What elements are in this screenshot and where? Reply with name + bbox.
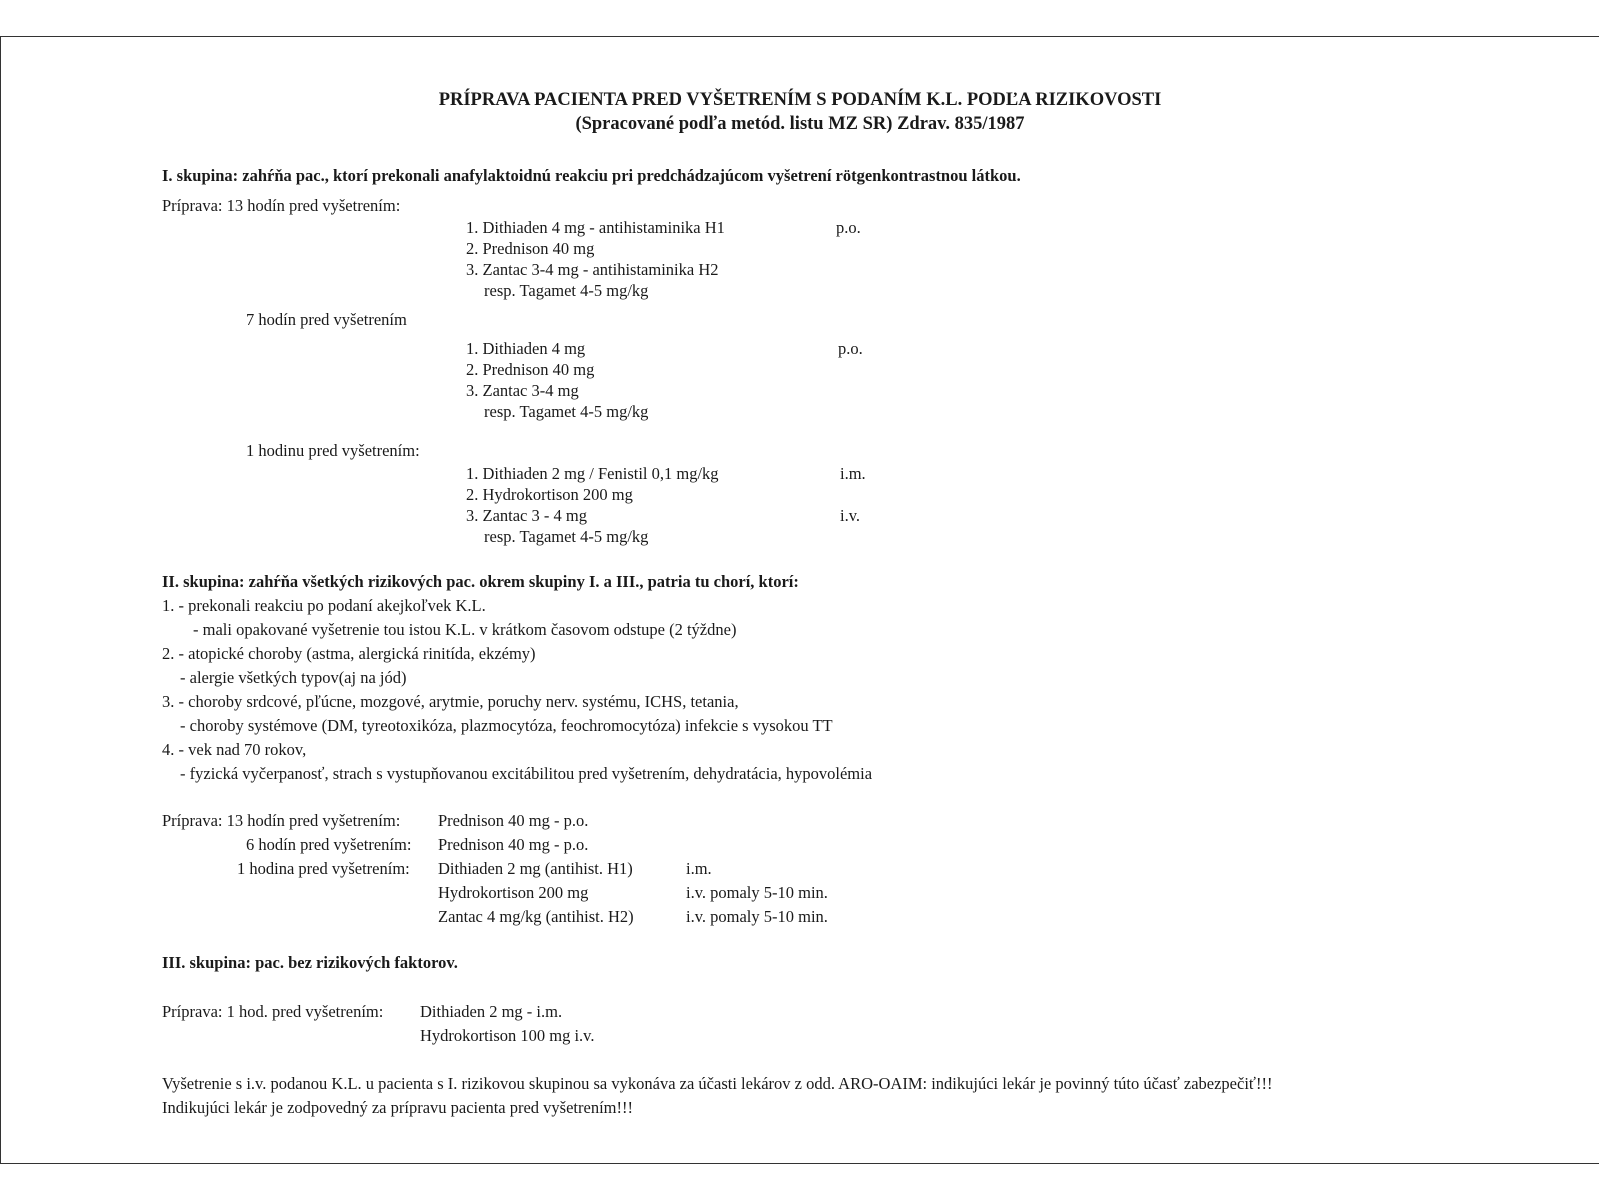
- group3-prep-label: Príprava: 1 hod. pred vyšetrením:: [162, 1002, 384, 1021]
- group1-h7-item: 1. Dithiaden 4 mg: [466, 339, 586, 358]
- group2-list-item: 2. - atopické choroby (astma, alergická rinitída, ekzémy): [162, 644, 536, 663]
- group1-h7-item: resp. Tagamet 4-5 mg/kg: [484, 402, 649, 421]
- group2-list-item: - mali opakované vyšetrenie tou istou K.L. v krátkom časovom odstupe (2 týždne): [193, 620, 737, 639]
- footer-note-line: Indikujúci lekár je zodpovedný za prípravu pacienta pred vyšetrením!!!: [162, 1098, 633, 1117]
- document-subtitle: (Spracované podľa metód. listu MZ SR) Zdrav. 835/1987: [575, 114, 1025, 134]
- group2-prep-label: Príprava: 13 hodín pred vyšetrením:: [162, 811, 401, 830]
- group2-prep-value: Prednison 40 mg - p.o.: [438, 811, 589, 830]
- group1-h7-item: 2. Prednison 40 mg: [466, 360, 595, 379]
- group1-h1-item: resp. Tagamet 4-5 mg/kg: [484, 527, 649, 546]
- group2-prep-value: Hydrokortison 200 mg: [438, 883, 589, 902]
- group2-prep-label: 1 hodina pred vyšetrením:: [237, 859, 410, 878]
- group1-h13-item: 3. Zantac 3-4 mg - antihistaminika H2: [466, 260, 719, 279]
- group1-h7-item: 3. Zantac 3-4 mg: [466, 381, 579, 400]
- group1-h1-item: 1. Dithiaden 2 mg / Fenistil 0,1 mg/kg: [466, 464, 719, 483]
- group1-h1-item: 3. Zantac 3 - 4 mg: [466, 506, 587, 525]
- group1-h7-label: 7 hodín pred vyšetrením: [246, 310, 407, 329]
- group2-prep-route: i.m.: [686, 859, 712, 878]
- group3-prep-value: Hydrokortison 100 mg i.v.: [420, 1026, 595, 1045]
- group2-prep-value: Prednison 40 mg - p.o.: [438, 835, 589, 854]
- footer-note-line: Vyšetrenie s i.v. podanou K.L. u pacienta s I. rizikovou skupinou sa vykonáva za účasti lekárov z odd. ARO-OAIM: indikujúci lekár je povinný túto účasť zabezpečiť!!!: [162, 1074, 1273, 1093]
- group2-prep-label: 6 hodín pred vyšetrením:: [246, 835, 412, 854]
- group1-prep-label: Príprava: 13 hodín pred vyšetrením:: [162, 196, 401, 215]
- group1-h1-item: 2. Hydrokortison 200 mg: [466, 485, 633, 504]
- group2-list-item: - choroby systémove (DM, tyreotoxikóza, plazmocytóza, feochromocytóza) infekcie s vysokou TT: [180, 716, 833, 735]
- group2-list-item: 4. - vek nad 70 rokov,: [162, 740, 307, 759]
- group2-prep-route: i.v. pomaly 5-10 min.: [686, 883, 828, 902]
- group2-heading: II. skupina: zahŕňa všetkých rizikových pac. okrem skupiny I. a III., patria tu chorí, ktorí:: [162, 572, 799, 591]
- group1-h13-item: resp. Tagamet 4-5 mg/kg: [484, 281, 649, 300]
- group1-h13-route: p.o.: [836, 218, 861, 237]
- group2-list-item: 1. - prekonali reakciu po podaní akejkoľvek K.L.: [162, 596, 486, 615]
- group2-prep-route: i.v. pomaly 5-10 min.: [686, 907, 828, 926]
- group1-h13-item: 2. Prednison 40 mg: [466, 239, 595, 258]
- group2-list-item: - alergie všetkých typov(aj na jód): [180, 668, 407, 687]
- group2-list-item: 3. - choroby srdcové, pľúcne, mozgové, arytmie, poruchy nerv. systému, ICHS, tetania,: [162, 692, 739, 711]
- group1-h1-route: i.m.: [840, 464, 866, 483]
- group2-prep-value: Dithiaden 2 mg (antihist. H1): [438, 859, 633, 878]
- document-title: PRÍPRAVA PACIENTA PRED VYŠETRENÍM S PODANÍM K.L. PODĽA RIZIKOVOSTI: [438, 90, 1162, 110]
- group1-h7-route: p.o.: [838, 339, 863, 358]
- group2-list-item: - fyzická vyčerpanosť, strach s vystupňovanou excitábilitou pred vyšetrením, dehydratácia, hypovolémia: [180, 764, 873, 783]
- group1-h1-route: i.v.: [840, 506, 861, 525]
- group3-heading: III. skupina: pac. bez rizikových faktorov.: [162, 953, 458, 972]
- group3-prep-value: Dithiaden 2 mg - i.m.: [420, 1002, 563, 1021]
- group1-h13-item: 1. Dithiaden 4 mg - antihistaminika H1: [466, 218, 725, 237]
- group2-prep-value: Zantac 4 mg/kg (antihist. H2): [438, 907, 634, 926]
- group1-h1-label: 1 hodinu pred vyšetrením:: [246, 441, 420, 460]
- group1-heading: I. skupina: zahŕňa pac., ktorí prekonali anafylaktoidnú reakciu pri predchádzajúcom vyšetrení rötgenkontrastnou látkou.: [162, 166, 1021, 185]
